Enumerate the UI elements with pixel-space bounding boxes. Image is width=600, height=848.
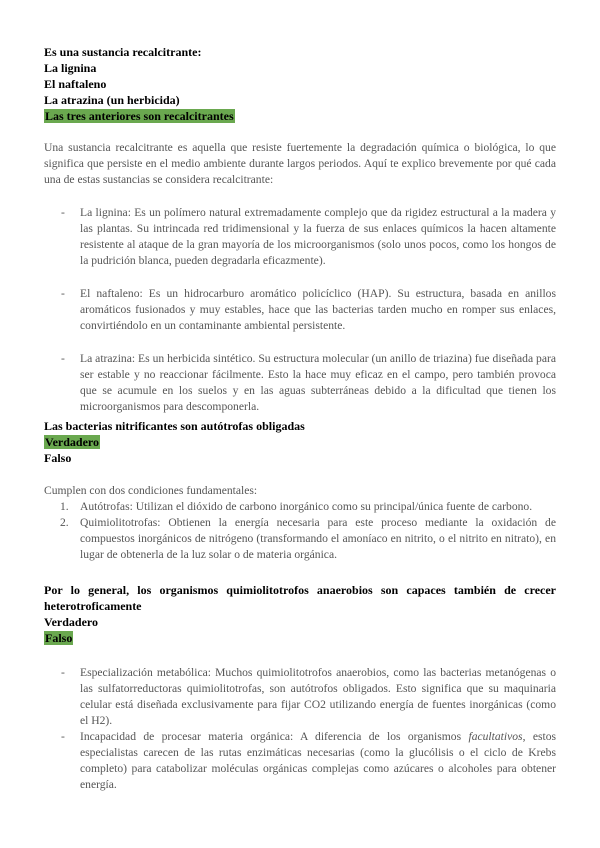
question-1-explanation [44,140,556,415]
explanation-item-naftaleno: - El naftaleno: Es un hidrocarburo aromático policíclico (HAP). Su estructura, basada en anillos aromáticos fusionados y muy estables, hace que las bacterias tarden mucho en romper sus enlaces, convirtiéndolo en un contaminante ambiental persistente. [44,286,556,334]
explanation-item-quimiolitotrofas: 2. Quimiolitotrofas: Obtienen la energía necesaria para este proceso mediante la oxidación de compuestos inorgánicos de nitrógeno (transformando el amoníaco en nitrito, o el nitrito en nitrato), en lugar de obtenerla de la luz solar o de materia orgánica. [60,516,556,561]
question-2-explanation [44,483,556,563]
question-1-option-b: El naftaleno [44,77,107,91]
question-3-option-true: Verdadero [44,615,98,629]
explanation-item-autotrofas: 1. Autótrofas: Utilizan el dióxido de carbono inorgánico como su principal/única fuente de carbono. [60,500,533,513]
explanation-item-especializacion: - Especialización metabólica: Muchos quimiolitotrofos anaerobios, como las bacterias metanógenas o las sulfatorreductoras quimiolitotrofas, son autótrofos obligados. Esto significa que su maquinaria celular está diseñada exclusivamente para fijar CO2 utilizando energía de fuentes inorgánicas (como el H2). [44,665,556,729]
question-3-option-false-highlighted: Falso [45,631,73,645]
explanation-item-incapacidad: - Incapacidad de procesar materia orgánica: A diferencia de los organismos facultativos, estos especialistas carecen de las rutas enzimáticas necesarias (como la glucólisis o el ciclo de Krebs completo) para catabolizar moléculas orgánicas complejas como azúcares o alcoholes para obtener energía. [44,729,556,793]
question-3-title: Por lo general, los organismos quimiolitotrofos anaerobios son capaces también de crecer heterotroficamente [44,583,556,613]
explanation-item-atrazina: - La atrazina: Es un herbicida sintético. Su estructura molecular (un anillo de triazina) fue diseñada para ser estable y no reaccionar fácilmente. Esto la hace muy eficaz en el campo, pero también provoca que se acumule en los suelos y en las aguas subterráneas debido a la dificultad que tienen los microorganismos para descomponerla. [44,351,556,415]
question-3 [44,582,556,646]
explanation-intro: Una sustancia recalcitrante es aquella que resiste fuertemente la degradación química o biológica, lo que significa que persiste en el medio ambiente durante largos periodos. Aquí te explico brevemente por qué cada una de estas sustancias se considera recalcitrante: [44,141,556,186]
question-2-option-true-highlighted: Verdadero [45,435,99,449]
question-1-title: Es una sustancia recalcitrante: [44,45,202,59]
question-1 [44,44,556,124]
question-1-option-c: La atrazina (un herbicida) [44,93,180,107]
question-2-title: Las bacterias nitrificantes son autótrofas obligadas [44,419,305,433]
question-1-option-d-highlighted: Las tres anteriores son recalcitrantes [45,109,234,123]
explanation-intro: Cumplen con dos condiciones fundamentales: [44,484,258,497]
explanation-item-lignina: - La lignina: Es un polímero natural extremadamente complejo que da rigidez estructural a la madera y las plantas. Su intrincada red tridimensional y la fuerza de sus enlaces químicos la hacen altamente resistente al ataque de la gran mayoría de los microorganismos (solo unos pocos, como los hongos de la pudrición blanca, pueden degradarla eficazmente). [44,205,556,269]
question-1-option-a: La lignina [44,61,97,75]
question-2 [44,418,556,466]
question-3-explanation [44,665,556,793]
question-2-option-false: Falso [44,451,72,465]
